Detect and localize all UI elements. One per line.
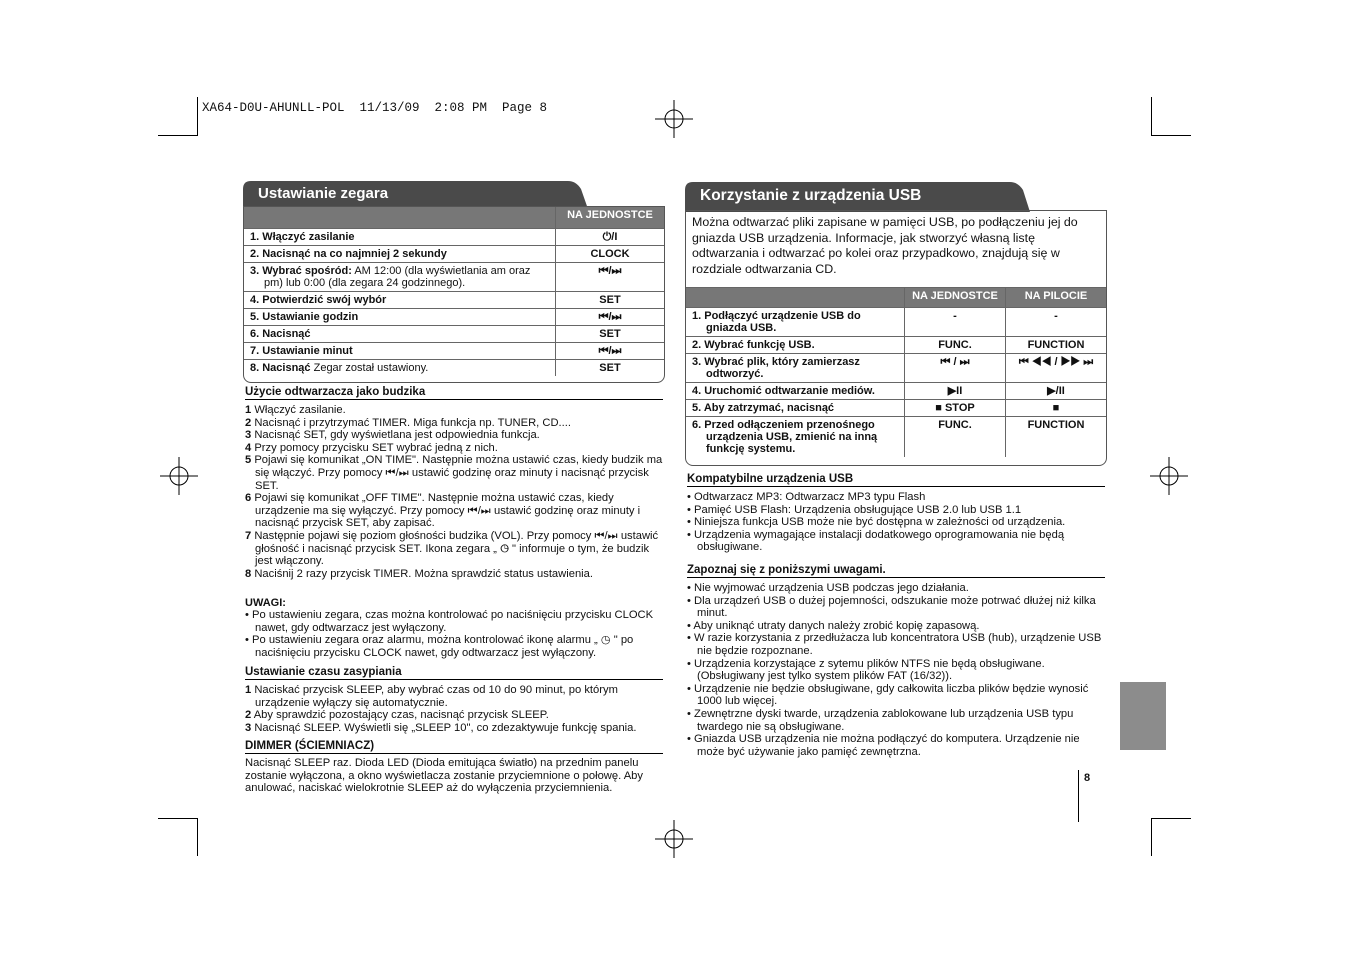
sleep-steps: 1 Naciskać przycisk SLEEP, aby wybrać czas od 10 do 90 minut, po którym urządzenie wyłączy się automatycznie. 2 Aby sprawdzić pozostający czas, nacisnąć przycisk SLEEP. 3 Nacisnąć SLEEP. Wyświetli się „SLEEP 10", co zdezaktywuje funkcję spania. [245,684,637,734]
column-header-unit: NA JEDNOSTCE [905,288,1006,308]
usb-intro: Można odtwarzać pliki zapisane w pamięci USB, po podłączeniu jej do gniazda USB urządzenia. Informacje, jak stworzyć własną listę odtwarzania i odtwarzać po kolei oraz przypadkowo, znajdują się w rozdziale odtwarzania CD. [692,215,1078,276]
crop-mark [197,818,198,856]
compat-heading: Kompatybilne urządzenia USB [687,473,1105,487]
crop-mark [158,818,198,819]
notes-heading: UWAGI: [245,597,286,609]
chapter-tab-marker [1120,682,1166,750]
compat-list: • Odtwarzacz MP3: Odtwarzacz MP3 typu Flash • Pamięć USB Flash: Urządzenia obsługujące USB 2.0 lub USB 1.1 • Niniejsza funkcja USB może nie być dostępna w zależności od urządzenia. • Urządzenia wymagające instalacji dodatkowego oprogramowania nie będą obsługiwane. [687,491,1066,554]
alarm-steps: 1 Włączyć zasilanie. 2 Nacisnąć i przytrzymać TIMER. Miga funkcja np. TUNER, CD.... 3 Nacisnąć SET, gdy wyświetlana jest odpowiednia funkcja. 4 Przy pomocy przycisku SET wybrać jedną z nich. 5 Pojawi się komunikat „ON TIME". Następnie można ustawić czas, kiedy budzik ma się włączyć. Przy pomocy ⏮/⏭ ustawić godzinę oraz minuty i nacisnąć przycisk SET. 6 Pojawi się komunikat „OFF TIME". Następnie można ustawić czas, kiedy urządzenie ma się wyłączyć. Przy pomocy ⏮/⏭ ustawić godzinę oraz minuty i nacisnąć przycisk SET, aby zapisać. 7 Następnie pojawi się poziom głośności budzika (VOL). Przy pomocy ⏮/⏭ ustawić głośność i nacisnąć przycisk SET. Ikona zegara „ ◷ " informuje o tym, że budzik jest włączony. 8 Naciśnij 2 razy przycisk TIMER. Można sprawdzić status ustawienia. [245,404,663,580]
column-header-unit: NA JEDNOSTCE [556,207,665,228]
warnings-list: • Nie wyjmować urządzenia USB podczas jego działania. • Dla urządzeń USB o dużej pojemności, odszukanie może potrwać dłużej niż kilka minut. • Aby uniknąć utraty danych należy zrobić kopię zapasową. • W razie korzystania z przedłużacza lub koncentratora USB (hub), urządzenie USB nie będzie rozpoznane. • Urządzenia korzystające z sytemu plików NTFS nie będą obsługiwane. (Obsługiwany jest tylko system plików FAT (16/32)). • Urządzenie nie będzie obsługiwane, gdy całkowita liczba plików będzie wynosić 1000 lub więcej. • Zewnętrzne dyski twarde, urządzenia zablokowane lub urządzenia USB typu twardego nie są obsługiwane. • Gniazda USB urządzenia nie można podłączyć do komputera. Urządzenie nie może być używanie jako pamięć zewnętrzna. [687,582,1102,758]
registration-mark-icon [1150,457,1188,495]
alarm-heading: Użycie odtwarzacza jako budzika [245,386,663,400]
registration-mark-icon [655,100,693,138]
column-header-remote: NA PILOCIE [1006,288,1107,308]
dimmer-text: Nacisnąć SLEEP raz. Dioda LED (Dioda emitująca światło) na przednim panelu zostanie wyłączona, a okno wyświetlacza zostanie przyciemnione o połowę. Aby anulować, naciskać wielokrotnie SLEEP aż do wyłączenia przyciemnienia. [245,757,643,795]
crop-mark [1151,818,1152,856]
crop-mark [158,135,198,136]
warnings-heading: Zapoznaj się z poniższymi uwagami. [687,564,1105,578]
registration-mark-icon [160,457,198,495]
print-slug: XA64-D0U-AHUNLL-POL 11/13/09 2:08 PM Page 8 [202,101,548,115]
crop-mark [1151,818,1191,819]
crop-mark [1151,97,1152,135]
section-title: Ustawianie zegara [258,185,389,202]
sleep-heading: Ustawianie czasu zasypiania [245,666,663,680]
clock-setting-table: NA JEDNOSTCE 1. Włączyć zasilanie ⏻/I 2. Nacisnąć na co najmniej 2 sekundy CLOCK 3. Wybrać spośród: AM 12:00 (dla wyświetlania am oraz pm) lub 0:00 (dla zegara 24 godzinnego). ⏮/⏭ 4. Potwierdzić swój wybór SET 5. Ustawianie godzin ⏮/⏭ 6. Nacisnąć SET 7. Ustawianie minut ⏮/⏭ 8. Nacisnąć Zegar został ustawiony. SET [244,207,664,376]
notes-list: • Po ustawieniu zegara, czas można kontrolować po naciśnięciu przycisku CLOCK nawet, gdy odtwarzacz jest wyłączony. • Po ustawieniu zegara oraz alarmu, można kontrolować ikonę alarmu „ ◷ " po naciśnięciu przycisku CLOCK nawet, gdy odtwarzacz jest wyłączony. [245,609,654,659]
usb-table: NA JEDNOSTCE NA PILOCIE 1. Podłączyć urządzenie USB do gniazda USB. - - 2. Wybrać funkcję USB. FUNC. FUNCTION 3. Wybrać plik, który zamierzasz odtworzyć. ⏮ / ⏭ ⏮ ◀◀ / ▶▶ ⏭ 4. Uruchomić odtwarzanie mediów. ▶II ▶/II 5. Aby zatrzymać, nacisnąć ■ STOP ■ 6. Przed odłączeniem przenośnego urządzenia USB, zmienić na inną funkcję systemu. FUNC. FUNCTION [686,287,1106,457]
registration-mark-icon [655,820,693,858]
usb-panel [685,210,1107,466]
crop-mark [1151,135,1191,136]
page-number-rule [1078,770,1079,822]
page-number: 8 [1084,772,1091,784]
crop-mark [197,97,198,135]
power-button-icon: ⏻/I [556,228,665,245]
dimmer-heading: DIMMER (ŚCIEMNIACZ) [245,740,663,754]
clock-table-frame [243,206,665,383]
section-title: Korzystanie z urządzenia USB [700,187,922,204]
